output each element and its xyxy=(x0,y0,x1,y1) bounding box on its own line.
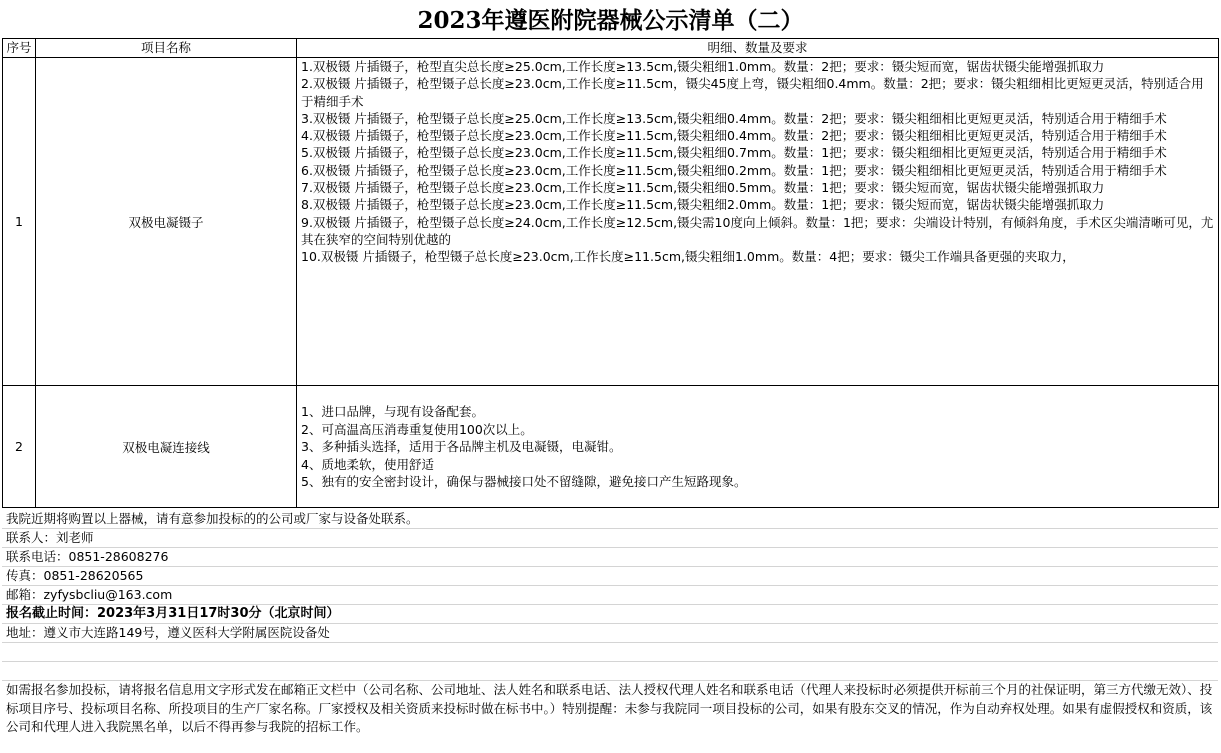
deadline-text[interactable]: 报名截止时间：2023年3月31日17时30分（北京时间） xyxy=(2,605,1218,624)
row-item-name[interactable]: 双极电凝镊子 xyxy=(36,58,297,386)
table-row xyxy=(3,386,1219,508)
row-seq[interactable]: 1 xyxy=(3,58,36,386)
detail-line: 2.双极镊 片插镊子，枪型镊子总长度≥23.0cm,工作长度≥11.5cm，镊尖45度上弯，镊尖粗细0.4mm。数量：2把；要求：镊尖粗细相比更短更灵活，特别适合用于精细手术 xyxy=(301,76,1204,109)
table-row xyxy=(3,58,1219,386)
detail-line: 1、进口品牌，与现有设备配套。 xyxy=(301,404,484,419)
detail-line: 3、多种插头选择，适用于各品牌主机及电凝镊，电凝钳。 xyxy=(301,439,622,455)
header-seq[interactable]: 序号 xyxy=(3,39,36,58)
instructions-text[interactable]: 如需报名参加投标，请将报名信息用文字形式发在邮箱正文栏中（公司名称、公司地址、法人姓名和联系电话、法人授权代理人姓名和联系电话（代理人来投标时必须提供开标前三个月的社保证明，第三方代缴无效）、投标项目序号、投标项目名称、所投项目的生产厂家名称。厂家授权及相关资质来投标时做在标书中。）特别提醒：未参与我院同一项目投标的公司，如果有股东交叉的情况，作为自动弃权处理。如果有虚假授权和资质，该公司和代理人进入我院黑名单，以后不得再参与我院的招标工作。 xyxy=(6,682,1213,734)
address-text[interactable]: 地址：遵义市大连路149号，遵义医科大学附属医院设备处 xyxy=(2,624,1218,643)
row-seq[interactable]: 2 xyxy=(3,386,36,508)
detail-line: 2、可高温高压消毒重复使用100次以上。 xyxy=(301,421,533,437)
row-item-name[interactable]: 双极电凝连接线 xyxy=(36,386,297,508)
detail-line: 10.双极镊 片插镊子，枪型镊子总长度≥23.0cm,工作长度≥11.5cm,镊尖粗细1.0mm。数量：4把；要求：镊尖工作端具备更强的夹取力， xyxy=(301,249,1075,265)
contact-email[interactable]: 邮箱：zyfysbcliu@163.com xyxy=(2,586,1218,605)
contact-fax[interactable]: 传真：0851-28620565 xyxy=(2,567,1218,586)
equipment-table xyxy=(2,38,1219,508)
detail-line: 4、质地柔软，使用舒适 xyxy=(301,456,434,472)
blank-row[interactable] xyxy=(2,662,1218,681)
row-detail-cell[interactable] xyxy=(297,58,1219,386)
detail-line: 5.双极镊 片插镊子，枪型镊子总长度≥23.0cm,工作长度≥11.5cm,镊尖粗细0.7mm。数量：1把；要求：镊尖粗细相比更短更灵活，特别适合用于精细手术 xyxy=(301,145,1167,161)
detail-line: 1.双极镊 片插镊子，枪型直尖总长度≥25.0cm,工作长度≥13.5cm,镊尖粗细1.0mm。数量：2把；要求：镊尖短而宽，锯齿状镊尖能增强抓取力 xyxy=(301,59,1105,74)
notice-text[interactable]: 我院近期将购置以上器械，请有意参加投标的的公司或厂家与设备处联系。 xyxy=(2,510,1218,529)
contact-person[interactable]: 联系人：刘老师 xyxy=(2,529,1218,548)
detail-line: 4.双极镊 片插镊子，枪型镊子总长度≥23.0cm,工作长度≥11.5cm,镊尖粗细0.4mm。数量：2把；要求：镊尖粗细相比更短更灵活，特别适合用于精细手术 xyxy=(301,128,1167,144)
detail-line: 6.双极镊 片插镊子，枪型镊子总长度≥23.0cm,工作长度≥11.5cm,镊尖粗细0.2mm。数量：1把；要求：镊尖粗细相比更短更灵活，特别适合用于精细手术 xyxy=(301,162,1167,178)
page-title: 2023年遵医附院器械公示清单（二） xyxy=(417,7,804,34)
contact-phone[interactable]: 联系电话：0851-28608276 xyxy=(2,548,1218,567)
detail-line: 7.双极镊 片插镊子，枪型镊子总长度≥23.0cm,工作长度≥11.5cm,镊尖粗细0.5mm。数量：1把；要求：镊尖短而宽，锯齿状镊尖能增强抓取力 xyxy=(301,180,1105,196)
detail-line: 5、独有的安全密封设计，确保与器械接口处不留缝隙，避免接口产生短路现象。 xyxy=(301,474,747,490)
header-item[interactable]: 项目名称 xyxy=(36,39,297,58)
blank-row[interactable] xyxy=(2,643,1218,662)
row-detail-cell[interactable] xyxy=(297,386,1219,508)
detail-line: 8.双极镊 片插镊子，枪型镊子总长度≥23.0cm,工作长度≥11.5cm,镊尖粗细2.0mm。数量：1把；要求：镊尖短而宽，锯齿状镊尖能增强抓取力 xyxy=(301,197,1105,213)
table-header-row xyxy=(3,39,1219,58)
detail-line: 3.双极镊 片插镊子，枪型镊子总长度≥25.0cm,工作长度≥13.5cm,镊尖粗细0.4mm。数量：2把；要求：镊尖粗细相比更短更灵活，特别适合用于精细手术 xyxy=(301,110,1167,126)
detail-line: 9.双极镊 片插镊子，枪型镊子总长度≥24.0cm,工作长度≥12.5cm,镊尖需10度向上倾斜。数量：1把；要求：尖端设计特别，有倾斜角度，手术区尖端清晰可见，尤其在狭窄的空间特别优越的 xyxy=(301,214,1214,247)
contact-section xyxy=(2,510,1218,737)
header-detail[interactable]: 明细、数量及要求 xyxy=(297,39,1219,58)
